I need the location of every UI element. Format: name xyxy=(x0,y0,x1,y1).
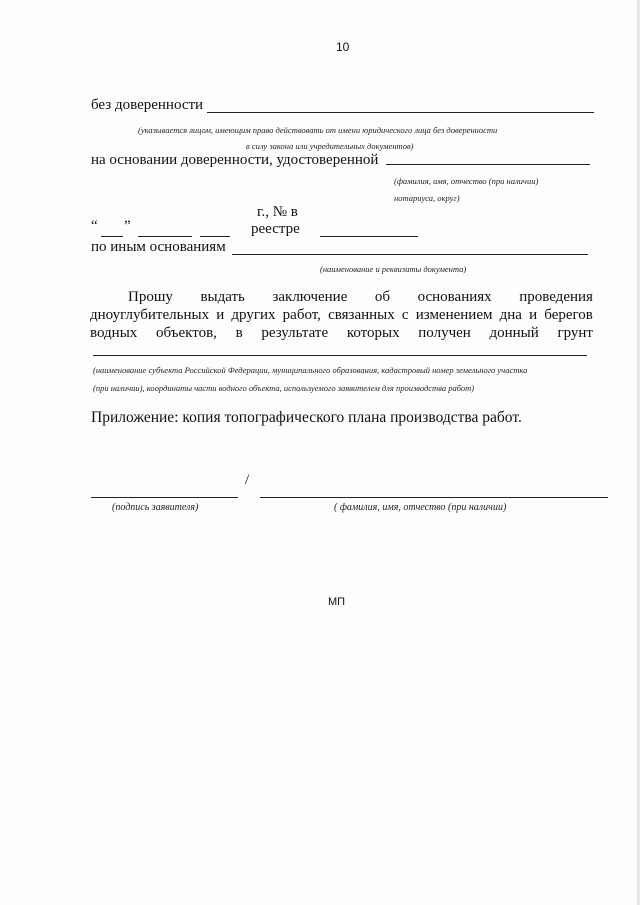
word: об xyxy=(374,289,391,305)
signature-note: (подпись заявителя) xyxy=(112,502,199,513)
name-note: ( фамилия, имя, отчество (при наличии) xyxy=(334,502,507,513)
word: основаниях xyxy=(417,289,492,305)
name-line xyxy=(260,497,608,498)
without-poa-note-2: в силу закона или учредительных документов) xyxy=(246,141,414,151)
word: изменением xyxy=(415,307,493,323)
word: заключение xyxy=(272,289,348,305)
registry-line xyxy=(320,236,418,237)
quote-close: ” xyxy=(124,218,131,234)
location-line xyxy=(93,355,587,356)
signature-slash: / xyxy=(245,472,250,488)
without-poa-line xyxy=(207,112,594,113)
notary-note-1: (фамилия, имя, отчество (при наличии) xyxy=(394,176,539,186)
location-note-1: (наименование субъекта Российской Федерации, муниципального образования, кадастровый номер земельного участка xyxy=(93,365,528,375)
word: дноуглубительных xyxy=(90,307,210,323)
attachment-text: Приложение: копия топографического плана производства работ. xyxy=(91,409,522,426)
request-line-2 xyxy=(90,307,593,324)
word: других xyxy=(231,307,276,323)
word: получен xyxy=(418,325,471,341)
word: работ, xyxy=(282,307,321,323)
word: донный xyxy=(489,325,539,341)
year-line xyxy=(200,236,230,237)
word: берегов xyxy=(544,307,593,323)
word: объектов, xyxy=(155,325,217,341)
word: грунт xyxy=(557,325,593,341)
document-note: (наименование и реквизиты документа) xyxy=(320,264,467,274)
word: дна xyxy=(499,307,522,323)
word: водных xyxy=(90,325,138,341)
request-line-3 xyxy=(90,325,593,342)
other-grounds-line xyxy=(232,254,588,255)
notary-line xyxy=(386,164,590,165)
without-poa-note-1: (указывается лицом, имеющим право действовать от имени юридического лица без доверенности xyxy=(138,125,498,135)
word: и xyxy=(216,307,225,323)
based-on-poa-label: на основании доверенности, удостоверенной xyxy=(91,152,379,168)
word: результате xyxy=(261,325,329,341)
signature-line xyxy=(91,497,238,498)
month-line xyxy=(138,236,192,237)
stamp-place: МП xyxy=(328,596,346,608)
day-line xyxy=(101,236,123,237)
quote-open: “ xyxy=(91,218,98,234)
word: и xyxy=(529,307,538,323)
page-number: 10 xyxy=(336,40,350,54)
year-number-label: г., № в xyxy=(257,204,298,220)
word: выдать xyxy=(200,289,245,305)
without-poa-label: без доверенности xyxy=(91,97,204,113)
registry-label: реестре xyxy=(251,221,300,237)
word: с xyxy=(401,307,409,323)
other-grounds-label: по иным основаниям xyxy=(91,239,226,255)
word: связанных xyxy=(328,307,395,323)
word: проведения xyxy=(519,289,593,305)
notary-note-2: нотариуса, округ) xyxy=(394,193,460,203)
location-note-2: (при наличии), координаты части водного объекта, используемого заявителем для производства работ) xyxy=(93,383,475,393)
word: Прошу xyxy=(128,289,173,305)
word: в xyxy=(235,325,243,341)
request-line-1 xyxy=(90,289,593,306)
word: которых xyxy=(346,325,400,341)
